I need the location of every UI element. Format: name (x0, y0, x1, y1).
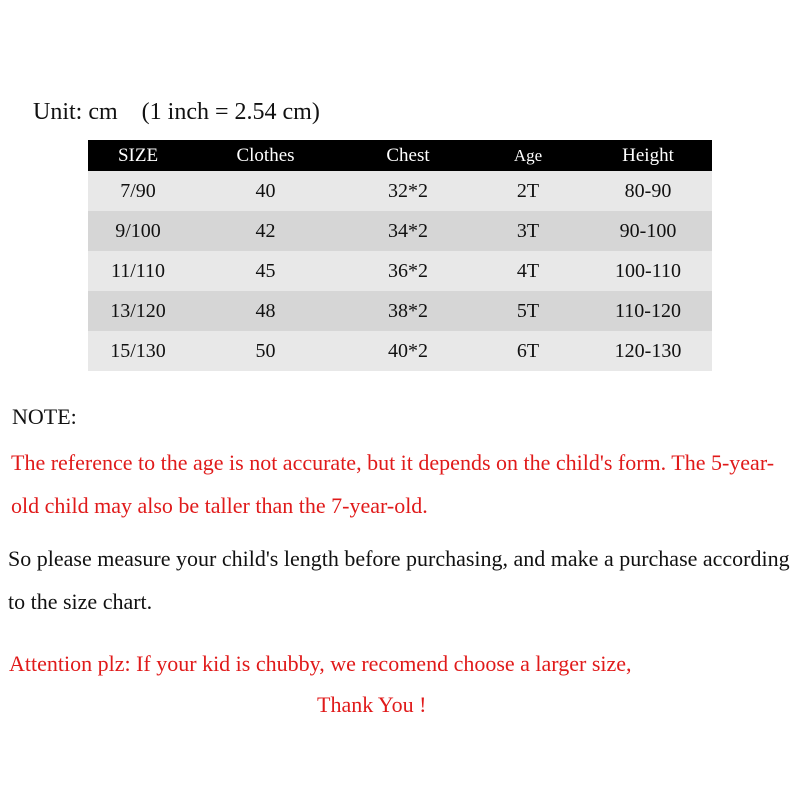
cell-height: 110-120 (615, 299, 681, 322)
cell-age: 5T (516, 299, 540, 322)
unit-label: Unit: cm (1 inch = 2.54 cm) (33, 99, 320, 125)
table-row (88, 331, 712, 371)
table-row (88, 251, 712, 291)
cell-size: 15/130 (110, 339, 166, 362)
cell-age: 4T (516, 259, 540, 282)
cell-height: 100-110 (615, 259, 681, 282)
cell-size: 7/90 (120, 179, 156, 202)
note-measure-advice: So please measure your child's length before purchasing, and make a purchase according to the size chart. (8, 546, 790, 614)
cell-chest: 36*2 (388, 259, 428, 282)
cell-height: 120-130 (614, 339, 682, 362)
header-size: SIZE (117, 144, 159, 166)
thank-you-text: Thank You ! (317, 692, 427, 717)
size-chart-table (88, 140, 712, 371)
cell-size: 13/120 (110, 299, 166, 322)
table-row (88, 211, 712, 251)
cell-clothes: 40 (255, 179, 276, 202)
attention-notice: Attention plz: If your kid is chubby, we recomend choose a larger size, (9, 651, 632, 676)
table-header-row (88, 140, 712, 171)
note-age-disclaimer: The reference to the age is not accurate, but it depends on the child's form. The 5-year-old child may also be taller than the 7-year-old. (11, 450, 775, 518)
cell-age: 6T (516, 339, 540, 362)
table-row (88, 291, 712, 331)
cell-size: 9/100 (115, 219, 161, 242)
cell-size: 11/110 (110, 259, 166, 282)
header-height: Height (622, 144, 674, 166)
cell-clothes: 50 (255, 339, 276, 362)
header-chest: Chest (386, 144, 430, 166)
header-age: Age (513, 145, 543, 165)
note-label: NOTE: (12, 404, 77, 429)
cell-clothes: 42 (255, 219, 276, 242)
cell-clothes: 45 (255, 259, 276, 282)
header-clothes: Clothes (236, 144, 295, 166)
cell-age: 3T (516, 219, 540, 242)
cell-chest: 40*2 (388, 339, 428, 362)
table-row (88, 171, 712, 211)
cell-chest: 32*2 (388, 179, 428, 202)
cell-age: 2T (516, 179, 540, 202)
cell-chest: 34*2 (388, 219, 428, 242)
cell-clothes: 48 (255, 299, 276, 322)
cell-chest: 38*2 (388, 299, 428, 322)
cell-height: 80-90 (624, 179, 672, 202)
cell-height: 90-100 (619, 219, 677, 242)
